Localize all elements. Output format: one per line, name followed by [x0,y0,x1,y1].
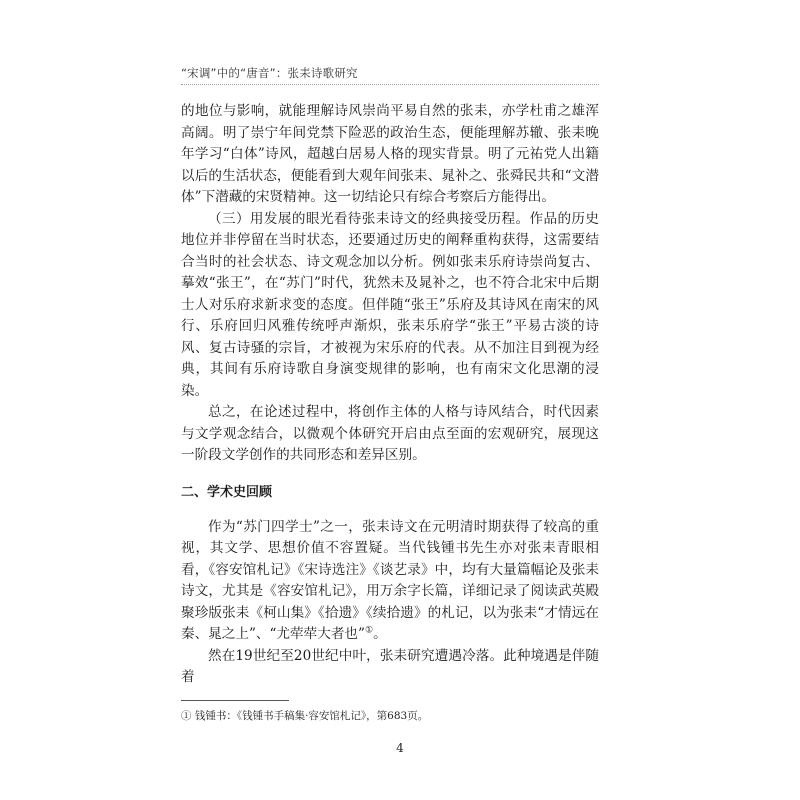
paragraph-5: 然在19世纪至20世纪中叶，张耒研究遭遇冷落。此种境遇是伴随着 [181,647,599,685]
paragraph-3: 总之，在论述过程中，将创作主体的人格与诗风结合，时代因素与文学观念结合，以微观个体研究开启由点至面的宏观研究，展现这一阶段文学创作的共同形态和差异区别。 [181,404,599,463]
paragraph-4 [181,517,599,646]
paragraph-2: （三）用发展的眼光看待张耒诗文的经典接受历程。作品的历史地位并非停留在当时状态，还要通过历史的阐释重构获得，这需要结合当时的社会状态、诗文观念加以分析。例如张耒乐府诗崇尚复古、摹效“张王”，在“苏门”时代，犹然未及晁补之，也不符合北宋中后期士人对乐府求新求变的态度。但伴随“张王”乐府及其诗风在南宋的风行、乐府回归风雅传统呼声渐炽，张耒乐府学“张王”平易古淡的诗风、复古诗骚的宗旨，才被视为宋乐府的代表。从不加注目到视为经典，其间有乐府诗歌自身演变规律的影响，也有南宋文化思潮的浸染。 [181,210,599,399]
footnote-marker[interactable]: ① [364,625,374,636]
paragraph-4-tail: 。 [373,626,387,642]
paragraph-1: 的地位与影响，就能理解诗风崇尚平易自然的张耒，亦学杜甫之雄浑高阔。明了崇宁年间党禁下险恶的政治生态，便能理解苏辙、张耒晚年学习“白体”诗风，超越白居易人格的现实背景。明了元祐党人出籍以后的生活状态，便能看到大观年间张耒、晁补之、张舜民共和“文潜体”下潜藏的宋贤精神。这一切结论只有综合考察后方能得出。 [181,103,599,205]
running-header: “宋调”中的“唐音”：张耒诗歌研究 [181,66,358,80]
main-text [181,101,599,689]
header-rule [181,84,599,85]
paragraph-4-text: 作为“苏门四学士”之一，张耒诗文在元明清时期获得了较高的重视，其文学、思想价值不容置疑。当代钱锺书先生亦对张耒青眼相看，《容安馆札记》《宋诗选注》《谈艺录》中，均有大量篇幅论及张耒诗文，尤其是《容安馆札记》，用万余字长篇，详细记录了阅读武英殿聚珍版张耒《柯山集》《拾遗》《续拾遗》的札记，以为张耒“才情远在秦、晁之上”、“尤荦荦大者也” [181,518,599,642]
footnote: ① 钱锺书：《钱锺书手稿集·容安馆札记》，第683页。 [181,710,429,722]
section-heading: 二、学术史回顾 [181,484,273,500]
footnote-rule [181,700,289,701]
page-number: 4 [396,741,404,755]
